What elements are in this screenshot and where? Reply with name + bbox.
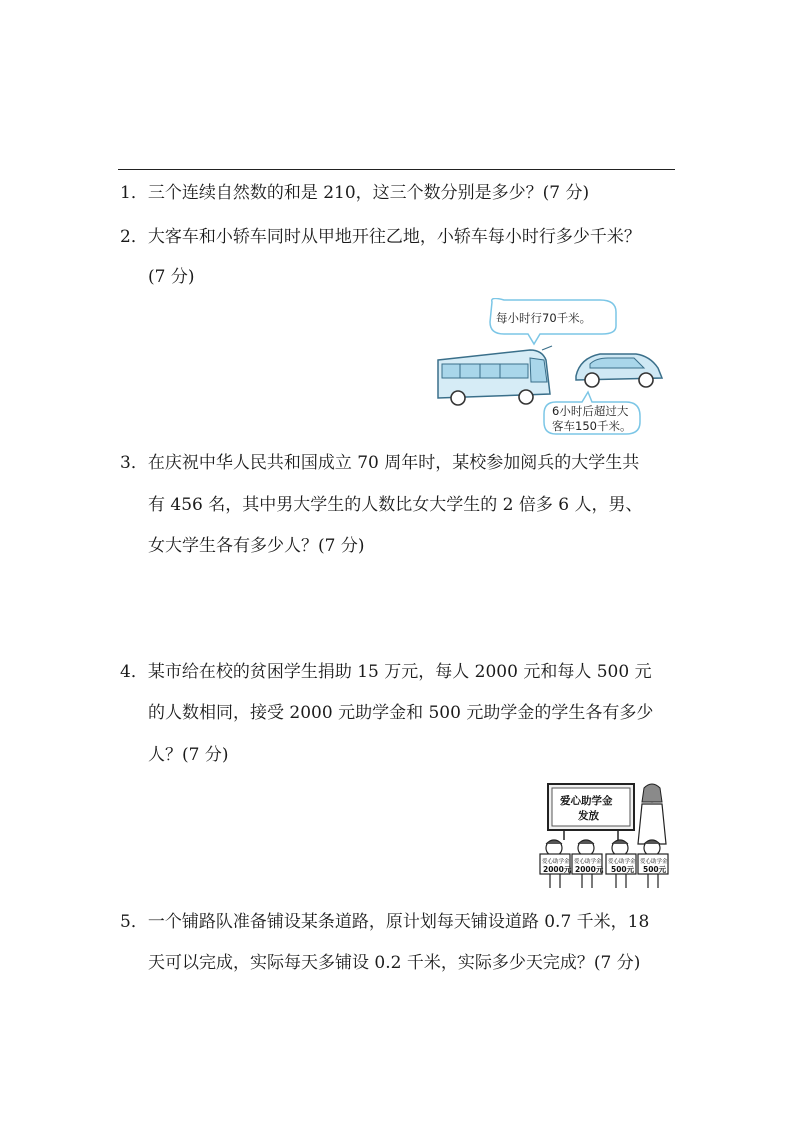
- question-3-line-1: 3．在庆祝中华人民共和国成立 70 周年时，某校参加阅兵的大学生共: [120, 453, 640, 473]
- question-4-line-2: 的人数相同，接受 2000 元助学金和 500 元助学金的学生各有多少: [148, 703, 654, 723]
- question-4-line-3: 人？(7 分): [148, 745, 229, 765]
- bubble-top-text: 每小时行70千米。: [496, 311, 592, 325]
- sign-1-amount: 2000元: [543, 865, 572, 874]
- bubble-bottom-text-2: 客车150千米。: [552, 419, 632, 433]
- sign-4-amount: 500元: [643, 865, 667, 874]
- bus-icon: [438, 346, 552, 405]
- question-3-line-2: 有 456 名，其中男大学生的人数比女大学生的 2 倍多 6 人，男、: [148, 495, 643, 515]
- question-5-line-1: 5．一个铺路队准备铺设某条道路，原计划每天铺设道路 0.7 千米，18: [120, 912, 650, 932]
- student-2: [572, 840, 604, 888]
- sign-1-label: 爱心助学金: [542, 859, 570, 865]
- sign-3-label: 爱心助学金: [608, 859, 636, 865]
- student-1: [540, 840, 572, 888]
- student-3: [606, 840, 636, 888]
- board-text-2: 发放: [578, 810, 599, 822]
- sign-2-amount: 2000元: [575, 865, 604, 874]
- bus-car-illustration: [430, 298, 678, 438]
- sign-4-label: 爱心助学金: [640, 859, 668, 865]
- scholarship-illustration: [534, 780, 674, 892]
- question-1-line-1: 1．三个连续自然数的和是 210，这三个数分别是多少？(7 分): [120, 183, 590, 203]
- question-3-line-3: 女大学生各有多少人？(7 分): [148, 536, 365, 556]
- header-rule: [118, 169, 675, 170]
- board-text-1: 爱心助学金: [560, 795, 613, 807]
- car-icon: [576, 354, 662, 387]
- question-2-line-1: 2．大客车和小轿车同时从甲地开往乙地，小轿车每小时行多少千米？: [120, 227, 641, 247]
- sign-2-label: 爱心助学金: [574, 859, 602, 865]
- question-4-line-1: 4．某市给在校的贫困学生捐助 15 万元，每人 2000 元和每人 500 元: [120, 662, 652, 682]
- bubble-bottom-text-1: 6小时后超过大: [552, 404, 629, 418]
- question-2-line-2: (7 分): [148, 267, 195, 287]
- question-5-line-2: 天可以完成，实际每天多铺设 0.2 千米，实际多少天完成？(7 分): [148, 953, 641, 973]
- sign-3-amount: 500元: [611, 865, 635, 874]
- student-4: [638, 840, 668, 888]
